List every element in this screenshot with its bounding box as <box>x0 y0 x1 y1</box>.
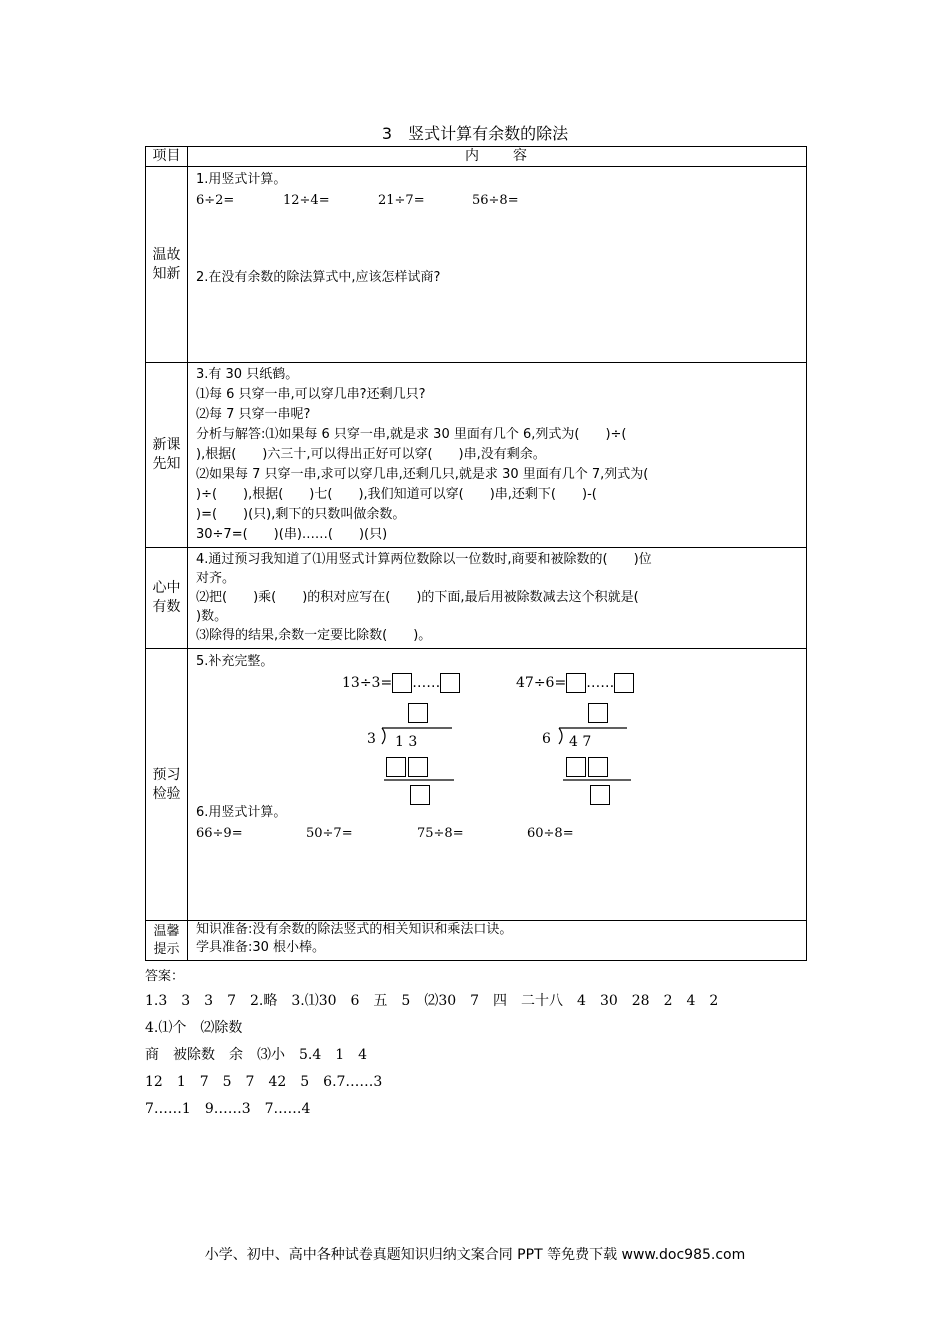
lesson-table <box>145 146 807 961</box>
equation-text: 13÷3= <box>342 675 393 691</box>
section-label <box>146 548 188 649</box>
equation-text: 47÷6= <box>516 675 567 691</box>
answer-line: 1.3 3 3 7 2.略 3.⑴30 6 五 5 ⑵30 7 四 二十八 4 30 28 2 4 2 <box>145 993 719 1009</box>
divisor: 3 <box>367 731 376 747</box>
question-5: 5.补充完整。 <box>196 654 274 669</box>
expression: 56÷8= <box>472 193 519 208</box>
label-line: 新课 <box>152 437 181 453</box>
question-1: 1.用竖式计算。 <box>196 172 287 187</box>
text-line: 3.有 30 只纸鹤。 <box>196 367 299 382</box>
dividend: 1 3 <box>395 734 418 750</box>
dividend: 4 7 <box>569 734 592 750</box>
section-label <box>146 921 188 961</box>
section-content <box>188 548 807 649</box>
label-line: 知新 <box>152 265 181 282</box>
text-line: )=( )(只),剩下的只数叫做余数。 <box>196 507 406 522</box>
answer-line: 4.⑴个 ⑵除数 <box>145 1020 243 1036</box>
answer-box <box>614 673 634 693</box>
page-title: 3 竖式计算有余数的除法 <box>381 124 569 143</box>
table-header-row <box>146 147 807 167</box>
section-content <box>188 921 807 961</box>
section-preview-check <box>146 649 807 921</box>
product-boxes <box>386 756 428 777</box>
text-line: 对齐。 <box>196 571 236 586</box>
question-2: 2.在没有余数的除法算式中,应该怎样试商? <box>196 270 441 285</box>
expression: 60÷8= <box>527 826 574 841</box>
question-6: 6.用竖式计算。 <box>196 805 287 820</box>
label-line: 有数 <box>152 599 181 615</box>
text-line: ⑶除得的结果,余数一定要比除数( )。 <box>196 628 432 643</box>
label-line: 先知 <box>152 456 181 472</box>
answer-line: 7……1 9……3 7……4 <box>145 1101 311 1117</box>
text-line: ⑵每 7 只穿一串呢? <box>196 407 311 422</box>
section-content <box>188 363 807 548</box>
text-line: ⑵把( )乘( )的积对应写在( )的下面,最后用被除数减去这个积就是( <box>196 590 639 605</box>
expression: 12÷4= <box>283 193 330 208</box>
division-figures <box>196 672 800 802</box>
remainder-box <box>590 785 610 805</box>
remainder-dots: …… <box>586 675 615 691</box>
text-line: )÷( ),根据( )七( ),我们知道可以穿( )串,还剩下( )-( <box>196 487 597 502</box>
divisor: 6 <box>542 731 551 747</box>
answer-box <box>566 757 586 777</box>
answer-line: 商 被除数 余 ⑶小 5.4 1 4 <box>145 1047 368 1063</box>
answer-box <box>588 757 608 777</box>
label-line: 提示 <box>153 941 180 957</box>
answer-line: 12 1 7 5 7 42 5 6.7……3 <box>145 1074 383 1090</box>
equation-row-1 <box>342 673 460 694</box>
equation-row-2 <box>516 673 634 694</box>
quotient-box <box>588 703 608 723</box>
answer-box <box>408 757 428 777</box>
quotient-box <box>408 703 428 723</box>
label-line: 心中 <box>152 580 181 596</box>
expression: 21÷7= <box>378 193 425 208</box>
product-boxes <box>566 756 608 777</box>
text-line: 4.通过预习我知道了⑴用竖式计算两位数除以一位数时,商要和被除数的( )位 <box>196 552 652 567</box>
q1-expressions <box>196 190 800 211</box>
label-line: 温馨 <box>153 923 180 939</box>
section-review <box>146 167 807 363</box>
section-label <box>146 167 188 363</box>
answer-box <box>566 673 586 693</box>
expression: 6÷2= <box>196 193 235 208</box>
text-line: 学具准备:30 根小棒。 <box>196 940 326 955</box>
answer-box <box>392 673 412 693</box>
text-line: 30÷7=( )(串)……( )(只) <box>196 527 388 542</box>
section-label <box>146 363 188 548</box>
expression: 66÷9= <box>196 826 243 841</box>
expression: 50÷7= <box>306 826 353 841</box>
expression: 75÷8= <box>417 826 464 841</box>
section-new-lesson <box>146 363 807 548</box>
remainder-dots: …… <box>412 675 441 691</box>
text-line: ⑴每 6 只穿一串,可以穿几串?还剩几只? <box>196 387 426 402</box>
section-label <box>146 649 188 921</box>
footer-text: 小学、初中、高中各种试卷真题知识归纳文案合同 PPT 等免费下载 www.doc985.com <box>204 1247 746 1263</box>
label-line: 检验 <box>152 785 181 802</box>
section-tips <box>146 921 807 961</box>
header-item: 项目 <box>146 147 188 167</box>
label-line: 温故 <box>152 246 181 263</box>
text-line: )数。 <box>196 609 228 624</box>
answer-box <box>386 757 406 777</box>
text-line: ⑵如果每 7 只穿一串,求可以穿几串,还剩几只,就是求 30 里面有几个 7,列式为( <box>196 467 649 482</box>
section-content <box>188 167 807 363</box>
section-content <box>188 649 807 921</box>
text-line: 知识准备:没有余数的除法竖式的相关知识和乘法口诀。 <box>196 922 513 937</box>
q6-expressions <box>196 823 800 844</box>
label-line: 预习 <box>152 766 181 783</box>
section-key-points <box>146 548 807 649</box>
answer-box <box>440 673 460 693</box>
answers <box>145 966 845 1123</box>
text-line: 分析与解答:⑴如果每 6 只穿一串,就是求 30 里面有几个 6,列式为( )÷( <box>196 427 627 442</box>
header-content: 内 容 <box>188 147 807 167</box>
remainder-box <box>410 785 430 805</box>
text-line: ),根据( )六三十,可以得出正好可以穿( )串,没有剩余。 <box>196 447 546 462</box>
answers-heading: 答案： <box>145 969 185 984</box>
